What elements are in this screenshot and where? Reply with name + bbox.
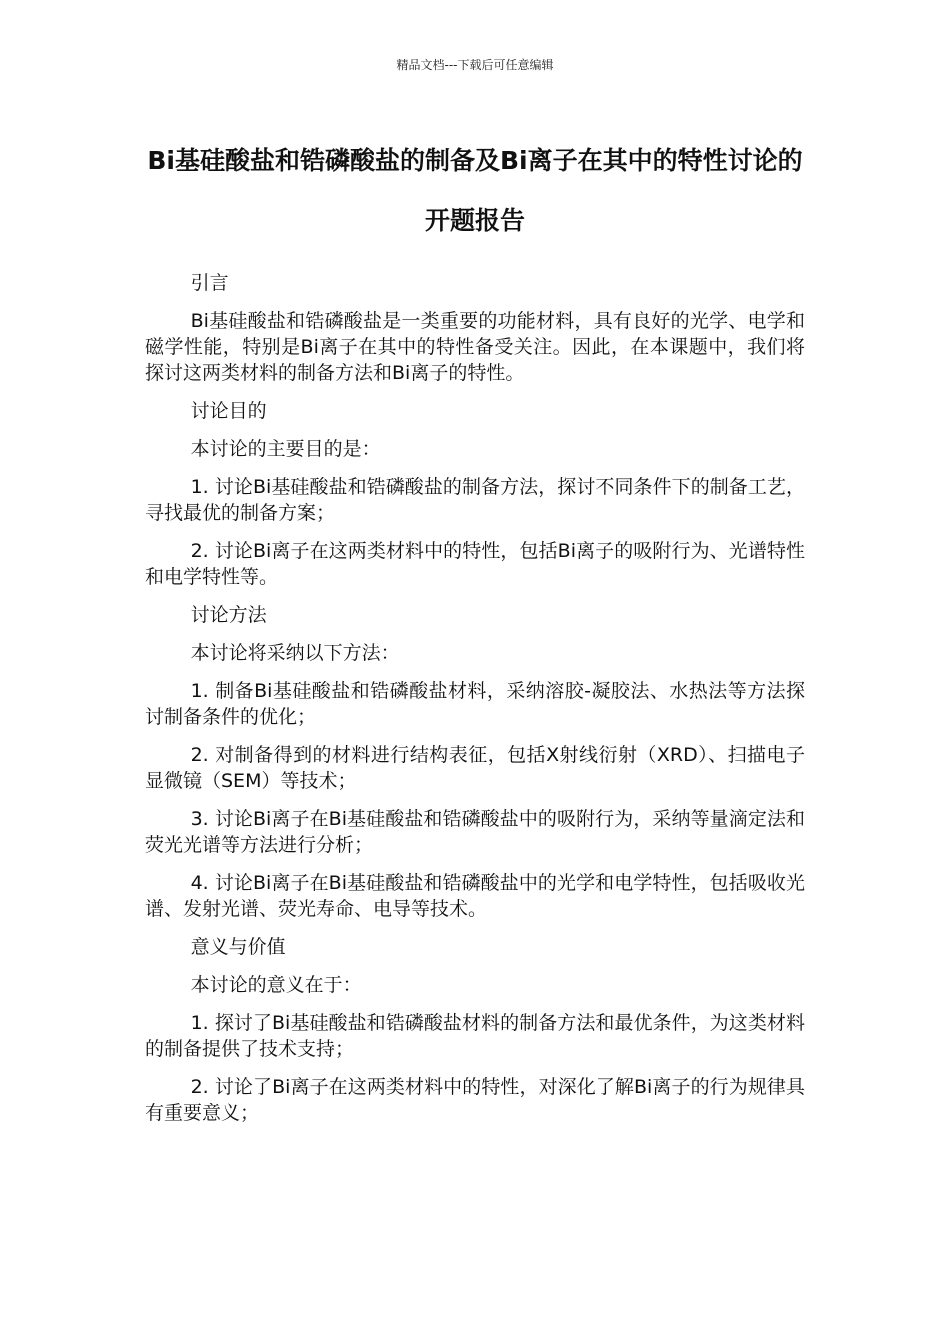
- list-item-method-1: 1. 制备Bi基硅酸盐和锆磷酸盐材料，采纳溶胶-凝胶法、水热法等方法探讨制备条件的优化；: [145, 680, 805, 728]
- list-item-purpose-1: 1. 讨论Bi基硅酸盐和锆磷酸盐的制备方法，探讨不同条件下的制备工艺，寻找最优的制备方案；: [145, 476, 805, 524]
- page-header: 精品文档---下载后可任意编辑: [396, 58, 554, 72]
- paragraph-significance-lead: 本讨论的意义在于：: [190, 974, 362, 996]
- section-heading-purpose: 讨论目的: [190, 400, 267, 422]
- section-heading-introduction: 引言: [190, 272, 229, 294]
- paragraph-purpose-lead: 本讨论的主要目的是：: [190, 438, 381, 460]
- list-item-purpose-2: 2. 讨论Bi离子在这两类材料中的特性，包括Bi离子的吸附行为、光谱特性和电学特性等。: [145, 540, 805, 588]
- document-title: Bi基硅酸盐和锆磷酸盐的制备及Bi离子在其中的特性讨论的开题报告: [147, 146, 803, 235]
- section-heading-methods: 讨论方法: [190, 604, 267, 626]
- list-item-method-2: 2. 对制备得到的材料进行结构表征，包括X射线衍射（XRD）、扫描电子显微镜（SEM）等技术；: [145, 744, 805, 792]
- document-body: [145, 270, 805, 1138]
- list-item-significance-2: 2. 讨论了Bi离子在这两类材料中的特性，对深化了解Bi离子的行为规律具有重要意义；: [145, 1076, 805, 1124]
- list-item-significance-1: 1. 探讨了Bi基硅酸盐和锆磷酸盐材料的制备方法和最优条件，为这类材料的制备提供了技术支持；: [145, 1012, 805, 1060]
- paragraph-introduction: Bi基硅酸盐和锆磷酸盐是一类重要的功能材料，具有良好的光学、电学和磁学性能，特别是Bi离子在其中的特性备受关注。因此，在本课题中，我们将探讨这两类材料的制备方法和Bi离子的特性。: [145, 310, 805, 384]
- list-item-method-4: 4. 讨论Bi离子在Bi基硅酸盐和锆磷酸盐中的光学和电学特性，包括吸收光谱、发射光谱、荧光寿命、电导等技术。: [145, 872, 805, 920]
- section-heading-significance: 意义与价值: [190, 936, 286, 958]
- list-item-method-3: 3. 讨论Bi离子在Bi基硅酸盐和锆磷酸盐中的吸附行为，采纳等量滴定法和荧光光谱等方法进行分析；: [145, 808, 805, 856]
- paragraph-methods-lead: 本讨论将采纳以下方法：: [190, 642, 400, 664]
